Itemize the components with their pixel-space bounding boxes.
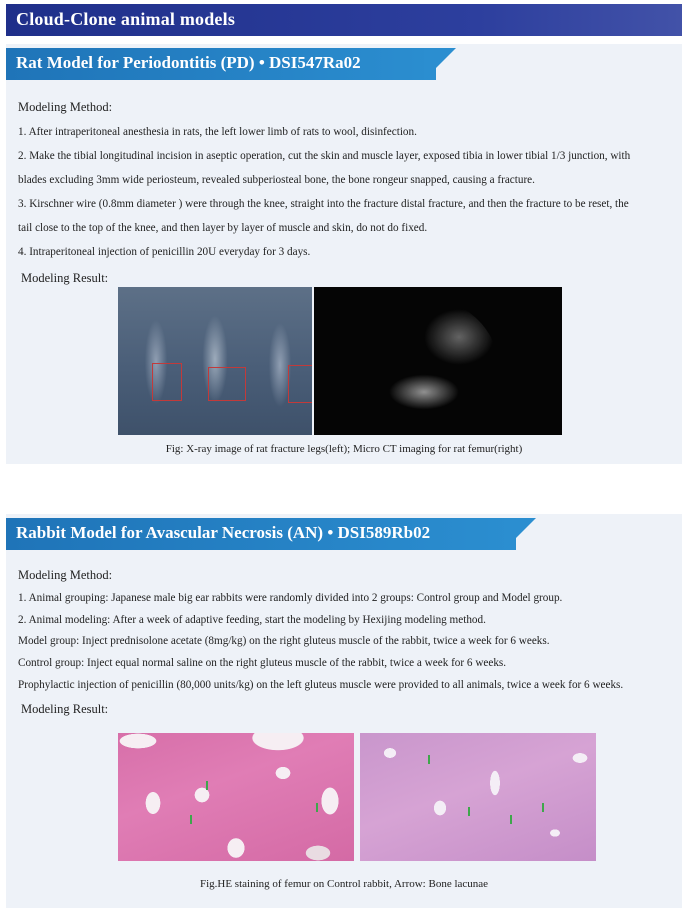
method-line: 2. Make the tibial longitudinal incision in aseptic operation, cut the skin and muscle layer, exposed tibia in lower tibial 1/3 junction, with (18, 150, 631, 162)
method-line: 4. Intraperitoneal injection of penicillin 20U everyday for 3 days. (18, 246, 311, 258)
figure-caption: Fig: X-ray image of rat fracture legs(left); Micro CT imaging for rat femur(right) (165, 443, 523, 455)
method-heading: Modeling Method: (18, 568, 113, 582)
section-header (6, 518, 534, 550)
method-line: Control group: Inject equal normal saline on the right gluteus muscle of the rabbit, twice a week for 6 weeks. (18, 657, 507, 669)
method-line: Model group: Inject prednisolone acetate (8mg/kg) on the right gluteus muscle of the rabbit, twice a week for 6 weeks. (18, 635, 550, 647)
he-stain-image-left (118, 733, 354, 861)
method-line: blades excluding 3mm wide periosteum, revealed subperiosteal bone, the bone rongeur snapped, causing a fracture. (18, 174, 535, 186)
result-heading: Modeling Result: (21, 271, 109, 285)
section-title: Rabbit Model for Avascular Necrosis (AN) • DSI589Rb02 (16, 523, 431, 542)
method-line: 2. Animal modeling: After a week of adaptive feeding, start the modeling by Hexijing modeling method. (18, 614, 486, 626)
xray-image (118, 287, 312, 435)
top-banner (6, 4, 682, 36)
figure-caption: Fig.HE staining of femur on Control rabbit, Arrow: Bone lacunae (199, 878, 489, 890)
method-line: Prophylactic injection of penicillin (80,000 units/kg) on the left gluteus muscle were provided to all animals, twice a week for 6 weeks. (18, 679, 624, 691)
method-line: 3. Kirschner wire (0.8mm diameter ) were through the knee, straight into the fracture distal fracture, and then the fracture to be reset, the (18, 198, 629, 210)
result-heading: Modeling Result: (21, 702, 109, 716)
he-stain-image-right (360, 733, 596, 861)
banner-title: Cloud-Clone animal models (16, 9, 236, 29)
method-line: 1. After intraperitoneal anesthesia in rats, the left lower limb of rats to wool, disinfection. (18, 126, 417, 138)
section-header (6, 48, 454, 80)
section-title: Rat Model for Periodontitis (PD) • DSI547Ra02 (16, 53, 361, 72)
method-heading: Modeling Method: (18, 100, 113, 114)
method-line: tail close to the top of the knee, and then layer by layer of muscle and skin, do not do fixed. (18, 222, 428, 234)
rat-model-section (6, 44, 682, 464)
rabbit-model-section (6, 514, 682, 908)
method-line: 1. Animal grouping: Japanese male big ear rabbits were randomly divided into 2 groups: Control group and Model group. (18, 592, 563, 604)
micro-ct-image (314, 287, 562, 435)
